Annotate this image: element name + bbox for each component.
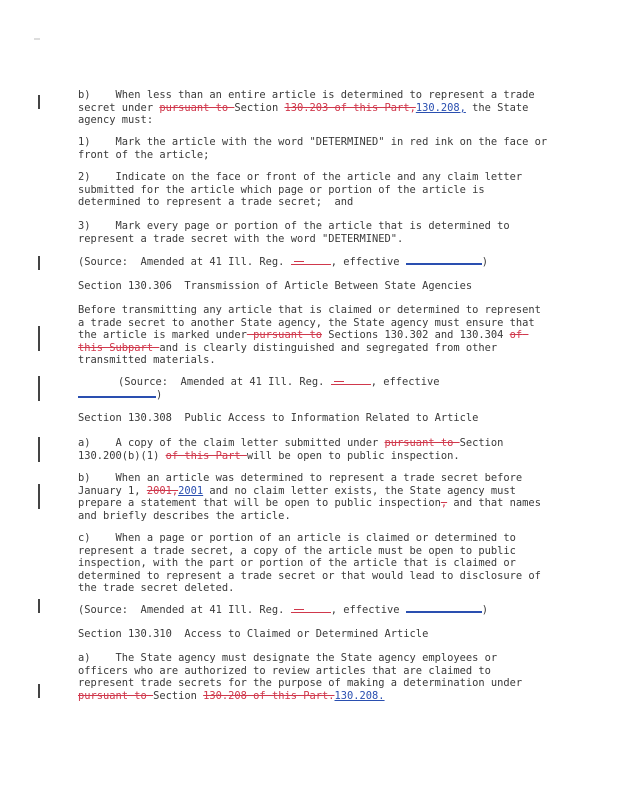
text-run: (Source: Amended at 41 Ill. Reg.: [118, 376, 331, 388]
deleted-text: pursuant to: [384, 437, 460, 449]
paragraph-3: 3) Mark every page or portion of the article that is determined to represent a trade secret with the word "DETERMINED".: [78, 220, 516, 245]
text-run: ): [156, 388, 163, 401]
change-bar: [38, 437, 40, 462]
paragraph-308c: c) When a page or portion of an article is claimed or determined to represent a trade secret, a copy of the article must be open to public inspection, with the part or portion of the article that is claimed or determined to represent a trade secret or that would lead to disclosure of the trade secret deleted.: [78, 532, 548, 595]
text-run: and that names and briefly describes the article.: [78, 497, 548, 522]
text-run: Section: [153, 689, 204, 702]
blank-line: [406, 256, 482, 265]
text-run: and is clearly distinguished and segregated from other transmitted materials.: [78, 341, 504, 367]
text-run: ): [481, 256, 489, 268]
text-run: a) A copy of the claim letter submitted under: [78, 437, 385, 449]
blank-line: [291, 257, 331, 265]
text-run: , effective: [370, 376, 440, 388]
text-run: Before transmitting any article that is claimed or determined to represent a trade secret to another State agency, the State agency must ensure that the article is marked under: [78, 304, 548, 342]
paragraph-306: [78, 304, 548, 367]
section-heading-308: Section 130.308 Public Access to Information Related to Article: [78, 412, 479, 424]
paragraph-b: [78, 89, 548, 127]
section-heading-306: Section 130.306 Transmission of Article Between State Agencies: [78, 280, 473, 292]
text-run: (Source: Amended at 41 Ill. Reg.: [78, 604, 291, 616]
change-bar: [38, 484, 40, 509]
deleted-text: pursuant to: [159, 101, 235, 114]
change-bar: [38, 684, 40, 698]
blank-line: [331, 377, 371, 385]
text-run: Sections 130.302 and 130.304: [321, 329, 510, 342]
text-run: and no claim letter exists, the State agency must prepare a statement that will be open to public inspection: [78, 484, 523, 510]
text-run: b) When an article was determined to represent a trade secret before January 1,: [78, 472, 529, 497]
inserted-text: 130.208,: [415, 101, 466, 114]
section-heading-310: Section 130.310 Access to Claimed or Determined Article: [78, 628, 429, 640]
text-run: , effective: [330, 256, 406, 268]
paragraph-2: 2) Indicate on the face or front of the article and any claim letter submitted for the article which page or portion of the article is determined to represent a trade secret; and: [78, 171, 529, 209]
text-run: a) The State agency must designate the State agency employees or officers who are authorized to review articles that are claimed to represent trade secrets for the purpose of making a determination under: [78, 652, 529, 690]
text-run: (Source: Amended at 41 Ill. Reg.: [78, 256, 291, 268]
change-bar: [38, 376, 40, 401]
blank-line: [406, 604, 482, 613]
deleted-text: 130.208 of this Part.: [203, 689, 335, 702]
text-run: will be open to public inspection.: [246, 449, 460, 462]
deleted-text: pursuant to: [246, 329, 322, 342]
deleted-text: of this Part: [165, 449, 247, 462]
blank-line: [291, 605, 331, 613]
inserted-text: 130.208.: [334, 689, 385, 702]
text-run: Section 130.200(b)(1): [78, 437, 510, 462]
text-run: ): [481, 604, 489, 616]
inserted-text: 2001: [178, 484, 204, 497]
change-bar: [38, 256, 40, 270]
deleted-text: of this Subpart: [78, 329, 529, 354]
blank-line: [78, 389, 156, 398]
change-bar: [38, 95, 40, 109]
source-note-2: [78, 376, 548, 401]
deleted-text: pursuant to: [78, 689, 154, 702]
paragraph-308a: [78, 437, 548, 462]
deleted-text: ,: [440, 497, 448, 510]
deleted-text: 130.203 of this Part,: [284, 101, 416, 114]
text-run: the State agency must:: [78, 101, 535, 127]
text-run: Section: [234, 101, 285, 114]
paragraph-308b: [78, 472, 548, 522]
source-note-1: [78, 256, 548, 269]
paragraph-1: 1) Mark the article with the word "DETERMINED" in red ink on the face or front of the article;: [78, 136, 554, 161]
change-bar: [38, 599, 40, 613]
text-run: , effective: [330, 604, 406, 616]
change-bar: [38, 326, 40, 351]
paragraph-310a: [78, 652, 548, 702]
text-run: b) When less than an entire article is determined to represent a trade secret under: [78, 89, 541, 114]
scan-mark: [34, 38, 40, 40]
source-note-3: [78, 604, 548, 617]
deleted-text: 2001,: [146, 484, 179, 497]
